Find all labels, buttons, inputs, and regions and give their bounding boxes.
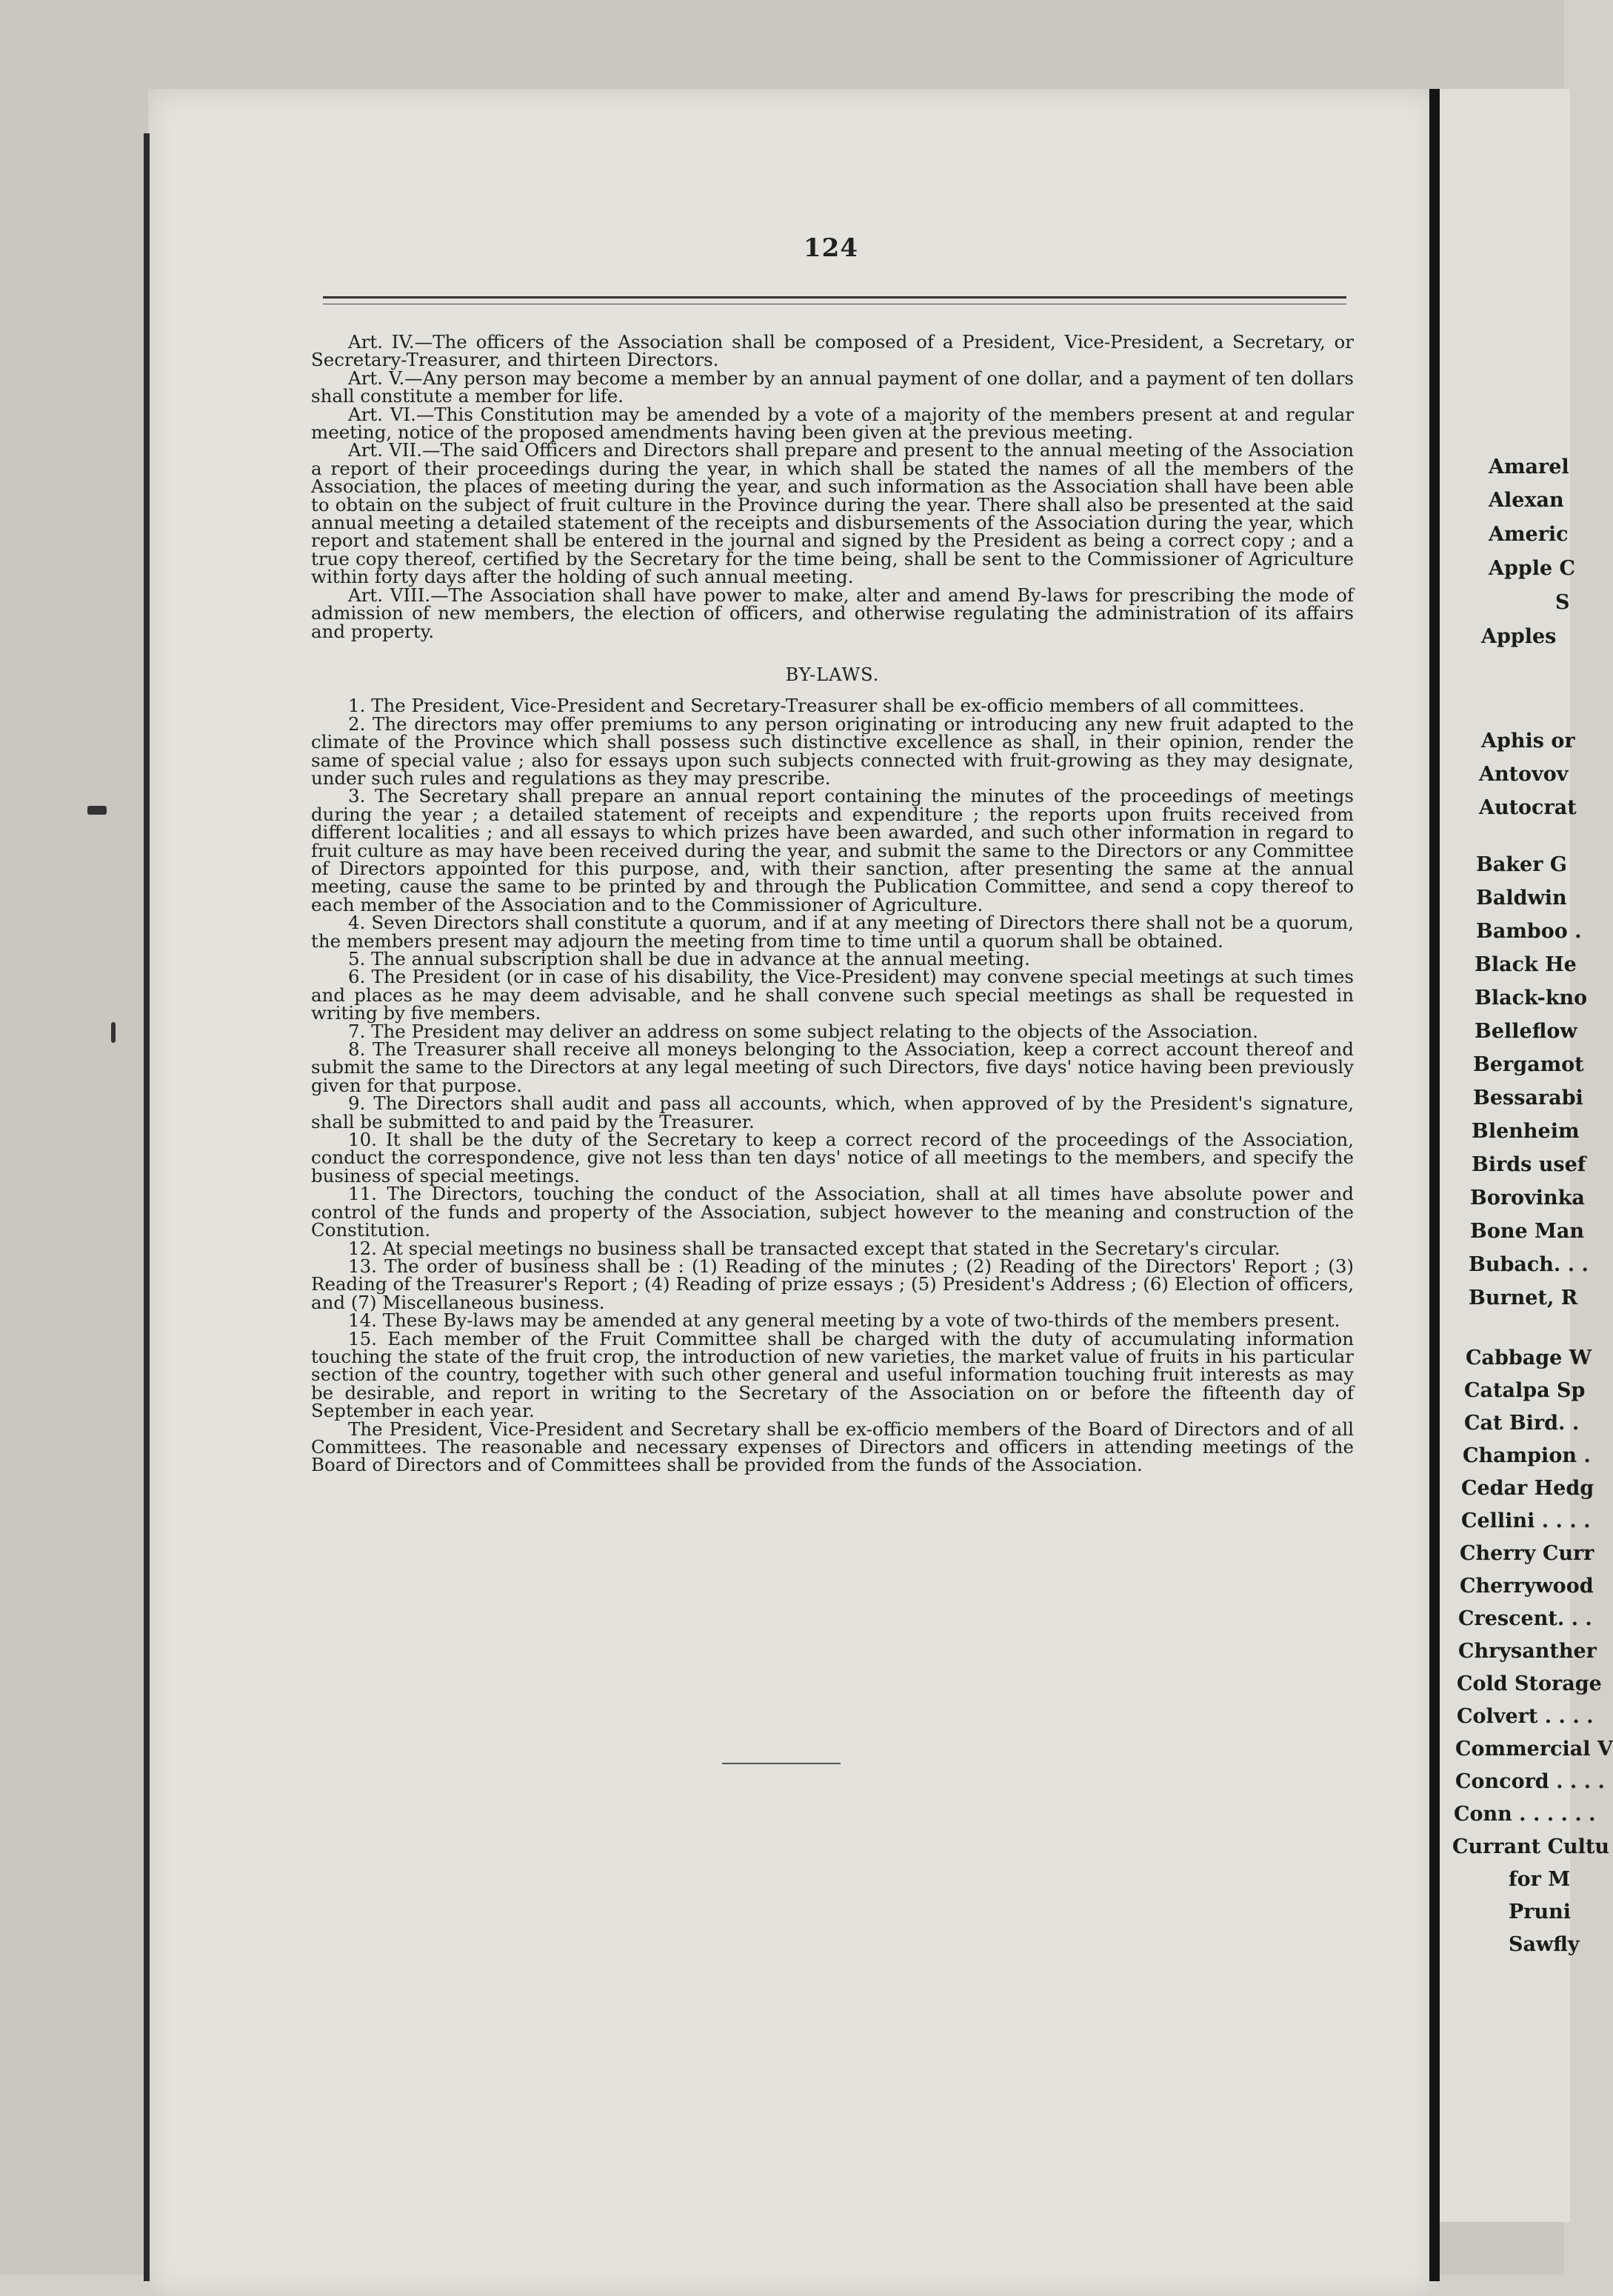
index-entry: Bone Man <box>1470 1220 1585 1243</box>
index-entry: Black He <box>1475 953 1577 976</box>
bylaw-paragraph: The President, Vice-President and Secretary shall be ex-officio members of the Board of Directors and of all Committees. The reasonable and necessary expenses of Directors and officers in attending meetings of the Board of Directors and of Committees shall be provided from the funds of the Association. <box>311 1418 1354 1476</box>
bylaw-paragraph: 7. The President may deliver an address on some subject relating to the objects of the Association. <box>348 1020 1258 1042</box>
scan-speck <box>87 806 107 815</box>
page-number: 124 <box>804 233 858 263</box>
index-entry: Autocrat <box>1479 796 1577 819</box>
index-entry: Cherrywood <box>1460 1575 1594 1598</box>
index-entry: Crescent. . . <box>1458 1607 1592 1630</box>
index-entry: Chrysanther <box>1458 1640 1597 1663</box>
page-edge-shadow <box>144 133 150 2281</box>
article-paragraph: Art. VII.—The said Officers and Directors shall prepare and present to the annual meeting of the Association a report of their proceedings during the year, in which shall be stated the names of all the members of the Association, the places of meeting during the year, and such information as the Association shall have been able to obtain on the subject of fruit culture in the Province during the year. There shall also be presented at the said annual meeting a detailed statement of the receipts and disbursements of the Association during the year, which report and statement shall be entered in the journal and signed by the President as being a correct copy ; and a true copy thereof, certified by the Secretary for the time being, shall be sent to the Commissioner of Agriculture within forty days after the holding of such annual meeting. <box>311 439 1354 588</box>
index-entry: Cellini . . . . <box>1461 1509 1591 1532</box>
index-entry: Bergamot <box>1473 1053 1584 1076</box>
article-paragraph: Art. IV.—The officers of the Association shall be composed of a President, Vice-President, a Secretary, or Secretary-Treasurer, and thirteen Directors. <box>311 331 1354 371</box>
index-entry: Borovinka <box>1470 1187 1585 1209</box>
index-entry: Blenheim <box>1472 1120 1580 1143</box>
index-entry: Burnet, R <box>1469 1287 1578 1309</box>
bylaw-paragraph: 2. The directors may offer premiums to any person originating or introducing any new fruit adapted to the climate of the Province which shall possess such distinctive excellence as shall, in their opinion, render the same of special value ; also for essays upon such subjects connected with fruit-growing as they may designate, under such rules and regulations as they may prescribe. <box>311 713 1354 789</box>
index-entry: Commercial V <box>1455 1738 1613 1761</box>
header-rule <box>323 296 1346 298</box>
index-entry: Cedar Hedg <box>1461 1477 1594 1500</box>
bylaw-paragraph: 5. The annual subscription shall be due in advance at the annual meeting. <box>348 948 1030 970</box>
index-entry: Belleflow <box>1475 1020 1577 1043</box>
index-entry: Colvert . . . . <box>1457 1705 1594 1728</box>
index-entry: Birds usef <box>1472 1153 1586 1176</box>
index-entry: Bamboo . <box>1476 920 1582 943</box>
index-entry: Baldwin <box>1476 887 1567 910</box>
bylaw-paragraph: 4. Seven Directors shall constitute a quorum, and if at any meeting of Directors there shall not be a quorum, the members present may adjourn the meeting from time to time until a quorum shall be obtained. <box>311 912 1354 952</box>
index-entry: Currant Cultu <box>1452 1835 1610 1858</box>
bylaw-paragraph: 11. The Directors, touching the conduct of the Association, shall at all times have absolute power and control of the funds and property of the Association, subject however to the meaning and construction of the Constitution. <box>311 1183 1354 1241</box>
closing-rule <box>722 1763 841 1764</box>
bylaws-heading: BY-LAWS. <box>785 664 880 685</box>
index-entry: Sawfly <box>1509 1933 1580 1956</box>
bylaw-paragraph: 13. The order of business shall be : (1) Reading of the minutes ; (2) Reading of the Directors' Report ; (3) Reading of the Treasurer's Report ; (4) Reading of prize essays ; (5) President's Address ; (6) Election of officers, and (7) Miscellaneous business. <box>311 1255 1354 1313</box>
scan-speck <box>111 1022 116 1043</box>
index-entry: Aphis or <box>1481 730 1575 752</box>
index-entry: Conn . . . . . . <box>1454 1803 1596 1826</box>
index-entry: S <box>1555 591 1570 614</box>
index-entry: Cabbage W <box>1466 1346 1592 1369</box>
index-entry: Cat Bird. . <box>1464 1412 1580 1435</box>
book-spine <box>1429 89 1440 2281</box>
index-entry: for M <box>1509 1868 1571 1891</box>
bylaw-paragraph: 10. It shall be the duty of the Secretary to keep a correct record of the proceedings of the Association, conduct the correspondence, give not less than ten days' notice of all meetings to the members, and specify the business of special meetings. <box>311 1129 1354 1187</box>
body-text <box>311 333 1354 1475</box>
bylaw-paragraph: 12. At special meetings no business shall be transacted except that stated in the Secretary's circular. <box>348 1237 1280 1259</box>
index-entry: Apples <box>1481 625 1557 648</box>
index-entry: Bessarabi <box>1473 1087 1583 1109</box>
bylaw-paragraph: 9. The Directors shall audit and pass all accounts, which, when approved of by the President's signature, shall be submitted to and paid by the Treasurer. <box>311 1092 1354 1132</box>
index-entry: Amarel <box>1489 455 1569 478</box>
bylaw-paragraph: 15. Each member of the Fruit Committee shall be charged with the duty of accumulating information touching the state of the fruit crop, the introduction of new varieties, the market value of fruits in his particular section of the country, together with such other general and useful information touching fruit interests as may be desirable, and report in writing to the Secretary of the Association on or before the fifteenth day of September in each year. <box>311 1327 1354 1422</box>
index-entry: Americ <box>1489 523 1569 546</box>
index-entry: Cold Storage <box>1457 1672 1602 1695</box>
index-entry: Champion . <box>1463 1444 1591 1467</box>
index-entry: Concord . . . . <box>1455 1770 1605 1793</box>
index-entry: Catalpa Sp <box>1464 1379 1586 1402</box>
article-paragraph: Art. VI.—This Constitution may be amended by a vote of a majority of the members present at and regular meeting, notice of the proposed amendments having been given at the previous meeting. <box>311 403 1354 444</box>
bylaw-paragraph: 1. The President, Vice-President and Secretary-Treasurer shall be ex-officio members of all committees. <box>348 695 1305 717</box>
index-entry: Alexan <box>1489 489 1564 512</box>
index-entry: Pruni <box>1509 1900 1572 1923</box>
bylaw-paragraph: 3. The Secretary shall prepare an annual report containing the minutes of the proceedings of meetings during the year ; a detailed statement of receipts and expenditure ; the reports upon fruits received from different localities ; and all essays to which prizes have been awarded, and such other information in regard to fruit culture as may have been received during the year, and submit the same to the Directors or any Committee of Directors appointed for this purpose, and, with their sanction, after presenting the same at the annual meeting, cause the same to be printed by and through the Publication Committee, and send a copy thereof to each member of the Association and to the Commissioner of Agriculture. <box>311 785 1354 915</box>
index-entry: Baker G <box>1476 853 1567 876</box>
index-entry: Bubach. . . <box>1469 1253 1589 1276</box>
bylaw-paragraph: 14. These By-laws may be amended at any general meeting by a vote of two-thirds of the members present. <box>348 1309 1340 1332</box>
bylaw-paragraph: 8. The Treasurer shall receive all moneys belonging to the Association, keep a correct account thereof and submit the same to the Directors at any legal meeting of such Directors, five days' notice having been previously given for that purpose. <box>311 1038 1354 1096</box>
article-paragraph: Art. V.—Any person may become a member by an annual payment of one dollar, and a payment of ten dollars shall constitute a member for life. <box>311 367 1354 407</box>
index-entry: Apple C <box>1489 557 1576 580</box>
index-entry: Cherry Curr <box>1460 1542 1594 1565</box>
index-entry: Antovov <box>1479 763 1569 786</box>
bylaw-paragraph: 6. The President (or in case of his disability, the Vice-President) may convene special meetings at such times and places as he may deem advisable, and he shall convene such special meetings as shall be requested in writing by five members. <box>311 966 1354 1024</box>
article-paragraph: Art. VIII.—The Association shall have power to make, alter and amend By-laws for prescribing the mode of admission of new members, the election of officers, and otherwise regulating the administration of its affairs and property. <box>311 584 1354 642</box>
index-entry: Black-kno <box>1475 987 1588 1009</box>
